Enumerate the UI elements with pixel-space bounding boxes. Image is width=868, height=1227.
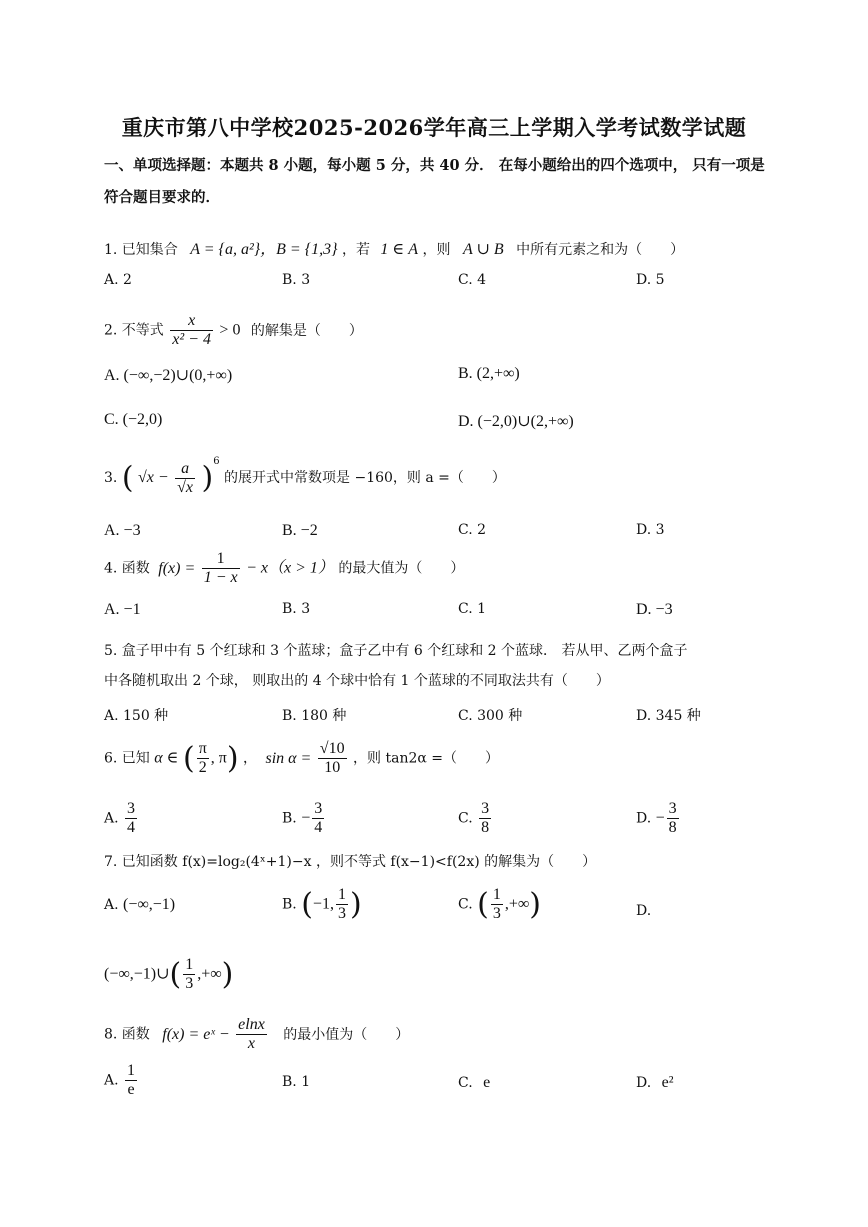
q8-option-c[interactable]: C. e bbox=[458, 1074, 491, 1091]
q5-option-a[interactable]: A. 150 种 bbox=[104, 708, 169, 724]
q5-option-c[interactable]: C. 300 种 bbox=[458, 708, 523, 724]
q6-option-b[interactable]: B. − $\frac{3}{4}$ bbox=[282, 800, 323, 836]
q3-pre: 3. bbox=[104, 470, 118, 486]
q1-option-a[interactable]: A. 2 bbox=[104, 272, 132, 288]
q6-sin-fraction: $\frac{√10}{10}$ bbox=[319, 740, 345, 776]
q1-mid2: ，则 bbox=[422, 242, 451, 258]
question-6: 6. 已知 α ∈ ( $\frac{\pi}{2}$ , π) ， sin α = $\frac{√10}{10}$ ，则 tan2α =（ ） bbox=[104, 740, 500, 776]
q1-pre: 1. 已知集合 bbox=[104, 242, 178, 258]
question-8 bbox=[104, 1016, 409, 1053]
question-7: 7. 已知函数 f(x)=log₂(4ˣ+1)−x ，则不等式 f(x−1)<f(2x) 的解集为（ ） bbox=[104, 854, 597, 870]
q7-option-b[interactable]: B. (−1, $\frac{1}{3}$ ) bbox=[282, 886, 362, 922]
q3-fraction: $\frac{a}{√x}$ bbox=[177, 459, 194, 496]
q4-option-a[interactable]: A. −1 bbox=[104, 601, 141, 618]
q3-option-a[interactable]: A. −3 bbox=[104, 522, 141, 539]
question-4 bbox=[104, 550, 464, 587]
q6-alpha-in: α ∈ bbox=[154, 749, 179, 767]
q4-post: 的最大值为（ ） bbox=[338, 560, 465, 577]
q6-option-c[interactable]: C. $\frac{3}{8}$ bbox=[458, 800, 490, 836]
q8-option-d[interactable]: D. e² bbox=[636, 1074, 674, 1091]
q2-fraction: $\frac{x}{\text{x² − 4}}$ bbox=[172, 312, 211, 348]
q2-option-b[interactable]: B. (2,+∞) bbox=[458, 365, 520, 382]
q3-exponent: 6 bbox=[213, 456, 220, 467]
q6-mid: ， bbox=[243, 750, 258, 767]
q8-fraction: $\frac{elnx}{x}$ bbox=[238, 1016, 265, 1052]
q5-option-b[interactable]: B. 180 种 bbox=[282, 708, 347, 724]
q4-math-tail: − x（x > 1） bbox=[246, 559, 334, 577]
q1-math-sets: A = {a, a²}，B = {1,3} bbox=[190, 241, 338, 258]
question-5-line-2: 中各随机取出 2 个球， 则取出的 4 个球中恰有 1 个蓝球的不同取法共有（ ） bbox=[104, 673, 610, 689]
q2-option-a[interactable]: A. (−∞,−2)∪(0,+∞) bbox=[104, 367, 233, 384]
q3-option-d[interactable]: D. 3 bbox=[636, 522, 665, 538]
q8-pre: 8. 函数 bbox=[104, 1026, 150, 1043]
q2-post: 的解集是（ ） bbox=[250, 322, 363, 339]
q3-expr-left: √x − bbox=[137, 469, 169, 486]
q4-option-b[interactable]: B. 3 bbox=[282, 601, 311, 617]
q6-interval-fraction: $\frac{\pi}{2}$ bbox=[198, 740, 207, 776]
q6-option-a[interactable]: A. $\frac{3}{4}$ bbox=[104, 800, 136, 836]
q6-option-d[interactable]: D. − $\frac{3}{8}$ bbox=[636, 800, 677, 836]
question-5-line-1: 5. 盒子甲中有 5 个红球和 3 个蓝球；盒子乙中有 6 个红球和 2 个蓝球． 若从甲、乙两个盒子 bbox=[104, 643, 688, 659]
page-title: 重庆市第八中学校2025-2026学年高三上学期入学考试数学试题 bbox=[121, 115, 747, 140]
q8-option-a[interactable]: A. $\frac{1}{e}$ bbox=[104, 1062, 136, 1098]
q4-fraction: $\frac{1}{1 - x}$ bbox=[203, 550, 238, 586]
q1-math-member: 1 ∈ A bbox=[380, 241, 419, 258]
question-2 bbox=[104, 312, 363, 349]
q4-option-c[interactable]: C. 1 bbox=[458, 601, 487, 617]
q8-post: 的最小值为（ ） bbox=[283, 1026, 410, 1043]
q1-option-c[interactable]: C. 4 bbox=[458, 272, 487, 288]
question-1 bbox=[104, 236, 684, 259]
q2-option-d[interactable]: D. (−2,0)∪(2,+∞) bbox=[458, 413, 574, 430]
q6-sin-label: sin α = bbox=[265, 749, 312, 767]
q3-post: 的展开式中常数项是 −160，则 a =（ ） bbox=[224, 470, 506, 486]
q4-pre: 4. 函数 bbox=[104, 560, 150, 577]
q4-math-f: f(x) = bbox=[158, 559, 196, 577]
q8-math-f: f(x) = eˣ − bbox=[162, 1025, 230, 1043]
q1-option-d[interactable]: D. 5 bbox=[636, 272, 665, 288]
q6-post: ，则 tan2α =（ ） bbox=[353, 750, 500, 767]
q8-option-b[interactable]: B. 1 bbox=[282, 1074, 311, 1090]
q1-mid1: ，若 bbox=[341, 242, 370, 258]
q7-option-d-value[interactable]: (−∞,−1)∪( $\frac{1}{3}$ ,+∞) bbox=[104, 956, 234, 992]
q3-paren-open: ( bbox=[121, 460, 134, 496]
q6-interval-tail: , π bbox=[210, 749, 227, 767]
section-instructions: 一、单项选择题：本题共 8 小题，每小题 5 分，共 40 分． 在每小题给出的四个选项中， 只有一项是符合题目要求的． bbox=[104, 157, 765, 206]
q7-option-d[interactable]: D. bbox=[636, 903, 652, 919]
q6-pre: 6. 已知 bbox=[104, 750, 150, 767]
q1-post: 中所有元素之和为（ ） bbox=[516, 242, 685, 258]
q4-option-d[interactable]: D. −3 bbox=[636, 601, 673, 618]
q1-option-b[interactable]: B. 3 bbox=[282, 272, 311, 288]
q1-math-union: A ∪ B bbox=[462, 241, 504, 258]
q7-option-c[interactable]: C. ( $\frac{1}{3}$ ,+∞) bbox=[458, 886, 541, 922]
q3-paren-close: ) bbox=[201, 460, 214, 496]
q5-option-d[interactable]: D. 345 种 bbox=[636, 708, 701, 724]
q3-option-c[interactable]: C. 2 bbox=[458, 522, 487, 538]
q2-pre: 2. 不等式 bbox=[104, 322, 164, 339]
q2-inequality: > 0 bbox=[219, 321, 241, 339]
q2-option-c[interactable]: C. (−2,0) bbox=[104, 411, 163, 428]
question-3 bbox=[104, 456, 506, 497]
q7-option-a[interactable]: A. (−∞,−1) bbox=[104, 896, 176, 913]
q3-option-b[interactable]: B. −2 bbox=[282, 522, 318, 539]
